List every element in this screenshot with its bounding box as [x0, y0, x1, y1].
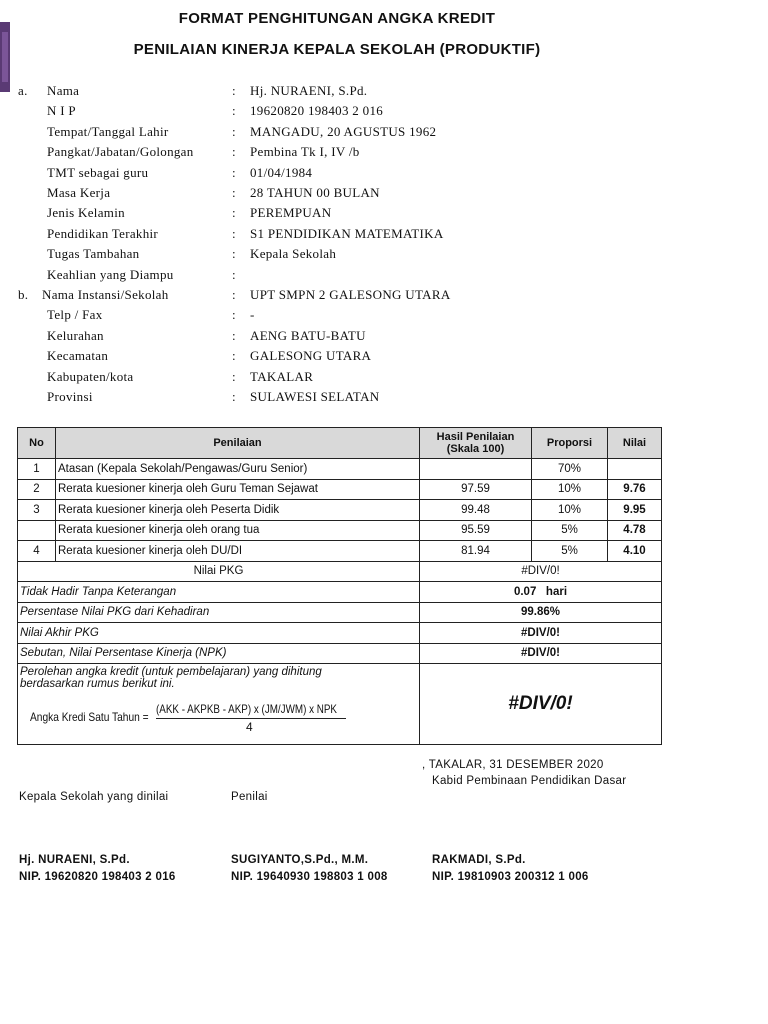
identity-label: Telp / Fax [47, 307, 103, 323]
identity-value: Hj. NURAENI, S.Pd. [250, 83, 368, 98]
identity-value: 28 TAHUN 00 BULAN [250, 185, 380, 200]
assessment-table [17, 427, 662, 745]
identity-colon: : [232, 225, 236, 241]
header-proporsi: Proporsi [532, 428, 608, 459]
place-date: , TAKALAR, 31 DESEMBER 2020 [422, 759, 604, 771]
identity-label: N I P [47, 103, 76, 119]
nilai-akhir-value: #DIV/0! [420, 623, 662, 644]
table-row: 4 Rerata kuesioner kinerja oleh DU/DI 81.94 5% 4.10 [18, 541, 662, 562]
identity-row [0, 246, 700, 266]
identity-colon: : [232, 205, 236, 221]
identity-colon: : [232, 389, 236, 404]
nilai-pkg-value: #DIV/0! [420, 561, 662, 582]
identity-row [0, 267, 700, 287]
identity-prefix: b. [18, 287, 29, 302]
credit-formula [20, 690, 417, 738]
formula-numerator: (AKK - AKPKB - AKP) x (JM/JWM) x NPK [156, 702, 337, 716]
identity-label: Pendidikan Terakhir [47, 225, 159, 241]
sebutan-row [18, 643, 662, 664]
identity-row [0, 307, 700, 327]
identity-row [0, 144, 700, 164]
identity-label: Pangkat/Jabatan/Golongan [47, 144, 194, 160]
persentase-label: Persentase Nilai PKG dari Kehadiran [18, 602, 420, 623]
penilai-title: Penilai [231, 791, 268, 803]
tidak-hadir-label: Tidak Hadir Tanpa Keterangan [18, 582, 420, 603]
header-nilai: Nilai [608, 428, 662, 459]
identity-row [0, 348, 700, 368]
identity-label: Keahlian yang Diampu [47, 266, 174, 282]
header-penilaian: Penilaian [56, 428, 420, 459]
kabid-title: Kabid Pembinaan Pendidikan Dasar [432, 775, 627, 787]
identity-colon: : [232, 348, 236, 364]
nilai-akhir-row [18, 623, 662, 644]
identity-value: SULAWESI SELATAN [250, 389, 380, 404]
formula-denominator: 4 [246, 720, 253, 734]
identity-label: Kelurahan [47, 327, 104, 343]
identity-colon: : [232, 307, 236, 323]
identity-colon: : [232, 83, 236, 98]
identity-colon: : [232, 144, 236, 160]
identity-colon: : [232, 246, 236, 262]
identity-label: Provinsi [47, 389, 93, 404]
header-no: No [18, 428, 56, 459]
identity-label: TMT sebagai guru [47, 164, 149, 180]
identity-section [0, 83, 700, 413]
table-row: Rerata kuesioner kinerja oleh orang tua 95.59 5% 4.78 [18, 520, 662, 541]
document-subtitle: PENILAIAN KINERJA KEPALA SEKOLAH (PRODUKTIF) [133, 41, 541, 58]
identity-colon: : [232, 266, 236, 282]
nilai-pkg-row [18, 561, 662, 582]
identity-label: Nama Instansi/Sekolah [42, 287, 169, 302]
penilai-name: SUGIYANTO,S.Pd., M.M. [231, 854, 369, 866]
nilai-akhir-label: Nilai Akhir PKG [18, 623, 420, 644]
identity-value: PEREMPUAN [250, 205, 332, 221]
identity-value: AENG BATU-BATU [250, 327, 366, 343]
identity-row [0, 369, 700, 389]
nilai-pkg-label: Nilai PKG [18, 561, 420, 582]
identity-colon: : [232, 185, 236, 200]
kabid-nip: NIP. 19810903 200312 1 006 [432, 871, 589, 883]
identity-value: Kepala Sekolah [250, 246, 337, 262]
identity-colon: : [232, 123, 236, 139]
identity-prefix: a. [18, 83, 28, 98]
identity-label: Kecamatan [47, 348, 109, 364]
fraction-bar [156, 718, 346, 719]
header-hasil: Hasil Penilaian (Skala 100) [420, 428, 532, 459]
identity-value: UPT SMPN 2 GALESONG UTARA [250, 287, 451, 302]
identity-row [0, 165, 700, 185]
identity-colon: : [232, 164, 236, 180]
identity-row [0, 103, 700, 123]
sebutan-value: #DIV/0! [420, 643, 662, 664]
table-row: 1 Atasan (Kepala Sekolah/Pengawas/Guru Senior) 70% [18, 459, 662, 480]
identity-value: MANGADU, 20 AGUSTUS 1962 [250, 123, 437, 139]
identity-row [0, 124, 700, 144]
formula-left: Angka Kredi Satu Tahun = [30, 710, 149, 724]
identity-row [0, 185, 700, 205]
identity-row [0, 287, 700, 307]
identity-row [0, 389, 700, 409]
identity-colon: : [232, 103, 236, 119]
kepsek-name: Hj. NURAENI, S.Pd. [19, 854, 130, 866]
identity-label: Tugas Tambahan [47, 246, 140, 262]
table-header-row [18, 428, 662, 459]
kabid-name: RAKMADI, S.Pd. [432, 854, 526, 866]
kepsek-nip: NIP. 19620820 198403 2 016 [19, 871, 176, 883]
tidak-hadir-value: 0.07 hari [420, 582, 662, 603]
identity-value: TAKALAR [250, 368, 314, 384]
identity-row [0, 226, 700, 246]
identity-value: 19620820 198403 2 016 [250, 103, 384, 119]
penilai-nip: NIP. 19640930 198803 1 008 [231, 871, 388, 883]
identity-value: Pembina Tk I, IV /b [250, 144, 360, 160]
identity-label: Kabupaten/kota [47, 368, 134, 384]
document-title: FORMAT PENGHITUNGAN ANGKA KREDIT [178, 10, 496, 27]
identity-label: Nama [47, 83, 80, 98]
identity-value: 01/04/1984 [250, 164, 313, 180]
perolehan-text: Perolehan angka kredit (untuk pembelajaran) yang dihitung berdasarkan rumus berikut ini. [20, 666, 322, 690]
formula-cell [18, 664, 420, 745]
identity-colon: : [232, 287, 236, 302]
identity-label: Jenis Kelamin [47, 205, 125, 221]
identity-colon: : [232, 368, 236, 384]
identity-colon: : [232, 327, 236, 343]
identity-value: S1 PENDIDIKAN MATEMATIKA [250, 225, 444, 241]
identity-value: GALESONG UTARA [250, 348, 372, 364]
result-value: #DIV/0! [420, 664, 662, 745]
table-row: 3 Rerata kuesioner kinerja oleh Peserta Didik 99.48 10% 9.95 [18, 500, 662, 521]
identity-row [0, 205, 700, 225]
kepsek-title: Kepala Sekolah yang dinilai [19, 791, 169, 803]
identity-row [0, 83, 700, 103]
identity-label: Tempat/Tanggal Lahir [47, 123, 169, 139]
sebutan-label: Sebutan, Nilai Persentase Kinerja (NPK) [18, 643, 420, 664]
identity-value: - [250, 307, 255, 323]
persentase-row [18, 602, 662, 623]
table-row: 2 Rerata kuesioner kinerja oleh Guru Teman Sejawat 97.59 10% 9.76 [18, 479, 662, 500]
tidak-hadir-row [18, 582, 662, 603]
identity-row [0, 328, 700, 348]
formula-row [18, 664, 662, 745]
identity-label: Masa Kerja [47, 185, 111, 200]
persentase-value: 99.86% [420, 602, 662, 623]
